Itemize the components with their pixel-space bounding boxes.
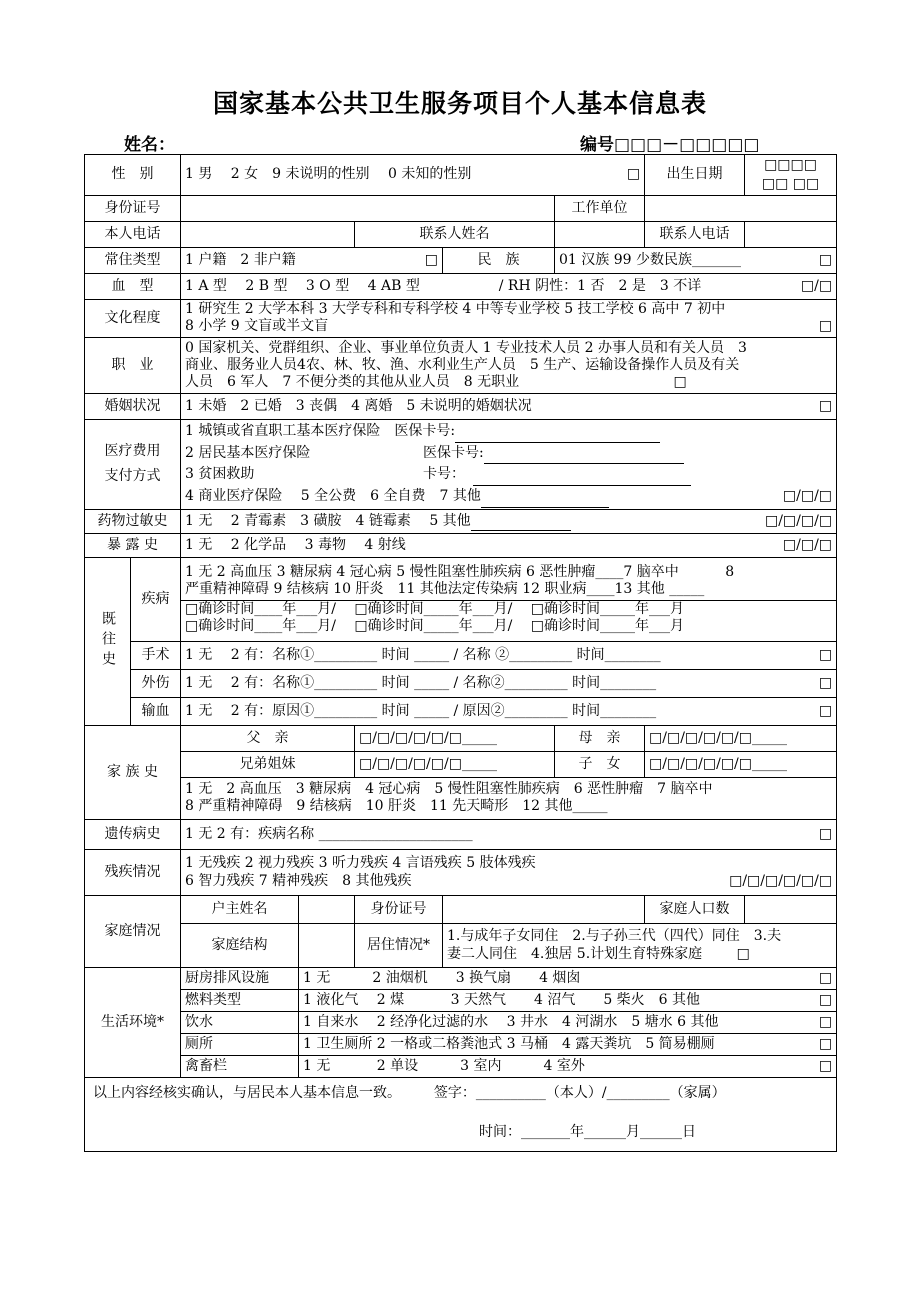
env-item-options[interactable] <box>299 1055 837 1077</box>
history-label-text: 既往史 <box>99 611 116 672</box>
env-item-checkbox[interactable]: □ <box>818 1013 833 1030</box>
transfusion-checkbox[interactable]: □ <box>818 702 833 719</box>
residence-checkbox[interactable]: □ <box>424 251 438 268</box>
family-line-1: 1 无 2 高血压 3 糖尿病 4 冠心病 5 慢性阻塞性肺疾病 6 恶性肿瘤 7 脑卒中 <box>185 781 713 798</box>
family-disease-options <box>181 777 837 819</box>
env-item-options-text: 1 液化气 2 煤 3 天然气 4 沼气 5 柴火 6 其他 <box>303 991 701 1008</box>
children-label: 子 女 <box>555 751 645 777</box>
env-item-name: 饮水 <box>181 1011 299 1033</box>
environment-label: 生活环境* <box>85 967 181 1077</box>
father-boxes[interactable]: □/□/□/□/□/□_____ <box>355 725 555 751</box>
living-line-1: 1.与成年子女同住 2.与子孙三代（四代）同住 3.夫 <box>447 928 782 945</box>
payment-line-3: 3 贫困救助 <box>185 466 255 483</box>
payment-label-line-1: 医疗费用 <box>104 443 161 460</box>
work-unit-label: 工作单位 <box>555 195 645 221</box>
education-checkbox[interactable]: □ <box>818 318 833 335</box>
env-item-checkbox[interactable]: □ <box>818 1035 833 1052</box>
genetic-label: 遗传病史 <box>85 819 181 849</box>
payment-label-line-2: 支付方式 <box>104 468 161 485</box>
disease-line-1: 1 无 2 高血压 3 糖尿病 4 冠心病 5 慢性阻塞性肺疾病 6 恶性肿瘤____7 脑卒中 8 <box>185 564 735 581</box>
contact-phone-label: 联系人电话 <box>645 221 745 247</box>
mother-label: 母 亲 <box>555 725 645 751</box>
env-item-options-text: 1 无 2 单设 3 室内 4 室外 <box>303 1057 585 1074</box>
env-item-name: 燃料类型 <box>181 989 299 1011</box>
household-size-field[interactable] <box>745 895 837 923</box>
env-item-options[interactable] <box>299 967 837 989</box>
page-title: 国家基本公共卫生服务项目个人基本信息表 <box>212 89 707 118</box>
payment-line-4: 4 商业医疗保险 5 全公费 6 全自费 7 其他 <box>185 487 481 504</box>
occupation-checkbox[interactable]: □ <box>673 373 687 390</box>
ethnic-options[interactable] <box>555 247 837 273</box>
living-checkbox[interactable]: □ <box>736 946 750 963</box>
surgery-checkbox[interactable]: □ <box>818 646 833 663</box>
household-id-field[interactable] <box>443 895 645 923</box>
marriage-checkbox[interactable]: □ <box>818 397 833 414</box>
trauma-label: 外伤 <box>131 669 181 697</box>
payment-line-1: 1 城镇或省直职工基本医疗保险 医保卡号: <box>185 422 456 439</box>
disease-label: 疾病 <box>131 557 181 641</box>
family-history-label: 家 族 史 <box>85 725 181 819</box>
education-line-1: 1 研究生 2 大学本科 3 大学专科和专科学校 4 中等专业学校 5 技工学校 6 高中 7 初中 <box>185 301 726 318</box>
env-item-options[interactable] <box>299 1033 837 1055</box>
marriage-options-text: 1 未婚 2 已婚 3 丧偶 4 离婚 5 未说明的婚姻状况 <box>185 397 532 414</box>
dob-boxes[interactable]: □□□□ □□ □□ <box>745 155 837 196</box>
payment-options[interactable] <box>181 419 837 509</box>
living-label: 居住情况* <box>355 923 443 967</box>
phone-label: 本人电话 <box>85 221 181 247</box>
env-item-name: 禽畜栏 <box>181 1055 299 1077</box>
education-label: 文化程度 <box>85 299 181 337</box>
living-options[interactable] <box>443 923 837 967</box>
household-label: 家庭情况 <box>85 895 181 967</box>
env-item-options-text: 1 自来水 2 经净化过滤的水 3 井水 4 河湖水 5 塘水 6 其他 <box>303 1013 719 1030</box>
allergy-options[interactable] <box>181 509 837 533</box>
children-boxes[interactable]: □/□/□/□/□/□_____ <box>645 751 837 777</box>
transfusion-text: 1 无 2 有：原因①_________ 时间 _____ / 原因②_________ 时间________ <box>185 702 657 719</box>
env-item-name: 厨房排风设施 <box>181 967 299 989</box>
allergy-label: 药物过敏史 <box>85 509 181 533</box>
confirmation-cell <box>85 1077 837 1151</box>
ethnic-options-text: 01 汉族 99 少数民族_______ <box>559 251 741 268</box>
occupation-line-1: 0 国家机关、党群组织、企业、事业单位负责人 1 专业技术人员 2 办事人员和有关人员 3 <box>185 339 747 356</box>
gender-options[interactable] <box>181 155 645 196</box>
surgery-options[interactable] <box>181 641 837 669</box>
gender-label: 性 别 <box>85 155 181 196</box>
surgery-label: 手术 <box>131 641 181 669</box>
env-item-checkbox[interactable]: □ <box>818 969 833 986</box>
serial-number-label: 编号□□□－□□□□□ <box>580 135 760 155</box>
date-field[interactable]: 时间：_______年______月______日 <box>479 1123 696 1140</box>
siblings-boxes[interactable]: □/□/□/□/□/□_____ <box>355 751 555 777</box>
env-item-options[interactable] <box>299 1011 837 1033</box>
transfusion-label: 输血 <box>131 697 181 725</box>
name-label: 姓名： <box>124 135 175 155</box>
disability-line-1: 1 无残疾 2 视力残疾 3 听力残疾 4 言语残疾 5 肢体残疾 <box>185 855 536 872</box>
disability-checkbox[interactable]: □/□/□/□/□/□ <box>729 873 833 890</box>
disability-options[interactable] <box>181 849 837 895</box>
exposure-checkbox[interactable]: □/□/□ <box>782 536 833 553</box>
genetic-options[interactable] <box>181 819 837 849</box>
disease-line-2: 严重精神障碍 9 结核病 10 肝炎 11 其他法定传染病 12 职业病____13 其他 _____ <box>185 580 705 597</box>
family-structure-field[interactable] <box>299 923 355 967</box>
allergy-checkbox[interactable]: □/□/□/□ <box>764 512 833 529</box>
family-line-2: 8 严重精神障碍 9 结核病 10 肝炎 11 先天畸形 12 其他_____ <box>185 798 608 815</box>
env-item-options-text: 1 无 2 油烟机 3 换气扇 4 烟囱 <box>303 969 581 986</box>
payment-line-2b: 医保卡号: <box>423 444 484 461</box>
exposure-options-text: 1 无 2 化学品 3 毒物 4 射线 <box>185 536 406 553</box>
allergy-options-text: 1 无 2 青霉素 3 磺胺 4 链霉素 5 其他 <box>185 512 471 529</box>
gender-checkbox[interactable]: □ <box>626 166 641 183</box>
education-line-2: 8 小学 9 文盲或半文盲 <box>185 318 329 335</box>
confirmation-text: 以上内容经核实确认，与居民本人基本信息一致。 <box>93 1084 401 1101</box>
disease-options[interactable] <box>181 557 837 641</box>
household-id-label: 身份证号 <box>355 895 443 923</box>
marriage-label: 婚姻状况 <box>85 393 181 419</box>
payment-line-3b: 卡号： <box>423 466 465 483</box>
occupation-label: 职 业 <box>85 337 181 393</box>
genetic-checkbox[interactable]: □ <box>818 825 833 842</box>
disease-line-3: □确诊时间____年___月/ □确诊时间_____年___月/ □确诊时间_____年___月 <box>181 600 836 618</box>
phone-field[interactable] <box>181 221 355 247</box>
genetic-text: 1 无 2 有：疾病名称 ______________________ <box>185 825 473 842</box>
exposure-label: 暴 露 史 <box>85 533 181 557</box>
transfusion-options[interactable] <box>181 697 837 725</box>
env-item-options-text: 1 卫生厕所 2 一格或二格粪池式 3 马桶 4 露天粪坑 5 简易棚厕 <box>303 1035 715 1052</box>
head-name-label: 户主姓名 <box>181 895 299 923</box>
trauma-checkbox[interactable]: □ <box>818 674 833 691</box>
occupation-line-3: 人员 6 军人 7 不便分类的其他从业人员 8 无职业 <box>185 373 520 390</box>
id-label: 身份证号 <box>85 195 181 221</box>
residence-label: 常住类型 <box>85 247 181 273</box>
contact-name-label: 联系人姓名 <box>355 221 555 247</box>
id-field[interactable] <box>181 195 555 221</box>
env-item-checkbox[interactable]: □ <box>818 991 833 1008</box>
env-item-checkbox[interactable]: □ <box>818 1057 833 1074</box>
signature-field[interactable]: 签字：__________（本人）/_________（家属） <box>433 1084 726 1101</box>
residence-options[interactable] <box>181 247 443 273</box>
history-label <box>85 557 131 725</box>
payment-label <box>85 419 181 509</box>
disease-line-4: □确诊时间____年___月/ □确诊时间_____年___月/ □确诊时间_____年___月 <box>185 617 685 634</box>
household-size-label: 家庭人口数 <box>645 895 745 923</box>
head-name-field[interactable] <box>299 895 355 923</box>
blood-rh-text: / RH 阴性：1 否 2 是 3 不详 <box>498 277 702 294</box>
blood-options[interactable] <box>181 273 837 299</box>
trauma-text: 1 无 2 有：名称①_________ 时间 _____ / 名称②_________ 时间________ <box>185 674 657 691</box>
ethnic-label: 民 族 <box>443 247 555 273</box>
ethnic-checkbox[interactable]: □ <box>818 251 833 268</box>
gender-options-text: 1 男 2 女 9 未说明的性别 0 未知的性别 <box>185 166 472 183</box>
education-options[interactable] <box>181 299 837 337</box>
env-item-options[interactable] <box>299 989 837 1011</box>
contact-phone-field[interactable] <box>745 221 837 247</box>
marriage-options[interactable] <box>181 393 837 419</box>
payment-line-2: 2 居民基本医疗保险 <box>185 444 311 461</box>
env-item-name: 厕所 <box>181 1033 299 1055</box>
blood-checkbox[interactable]: □/□ <box>800 277 833 294</box>
occupation-line-2: 商业、服务业人员4农、林、牧、渔、水利业生产人员 5 生产、运输设备操作人员及有关 <box>185 356 740 373</box>
info-form-table <box>84 154 837 1152</box>
exposure-options[interactable] <box>181 533 837 557</box>
trauma-options[interactable] <box>181 669 837 697</box>
residence-options-text: 1 户籍 2 非户籍 <box>185 251 296 268</box>
disability-line-2: 6 智力残疾 7 精神残疾 8 其他残疾 <box>185 873 412 890</box>
disability-label: 残疾情况 <box>85 849 181 895</box>
mother-boxes[interactable]: □/□/□/□/□/□_____ <box>645 725 837 751</box>
contact-name-field[interactable] <box>555 221 645 247</box>
occupation-options[interactable] <box>181 337 837 393</box>
father-label: 父 亲 <box>181 725 355 751</box>
surgery-text: 1 无 2 有：名称①_________ 时间 _____ / 名称 ②_________ 时间________ <box>185 646 661 663</box>
blood-type-text: 1 A 型 2 B 型 3 O 型 4 AB 型 <box>185 277 420 294</box>
siblings-label: 兄弟姐妹 <box>181 751 355 777</box>
dob-label: 出生日期 <box>645 155 745 196</box>
work-unit-field[interactable] <box>645 195 837 221</box>
family-structure-label: 家庭结构 <box>181 923 299 967</box>
payment-checkbox[interactable]: □/□/□ <box>782 487 833 504</box>
living-line-2: 妻二人同住 4.独居 5.计划生育特殊家庭 <box>447 946 703 963</box>
blood-label: 血 型 <box>85 273 181 299</box>
